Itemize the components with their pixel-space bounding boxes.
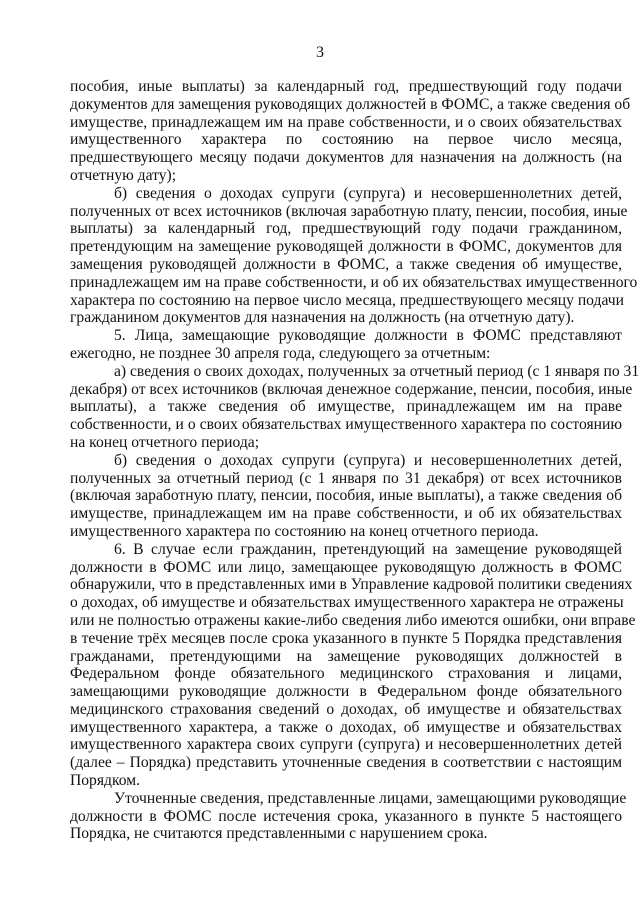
text-line: 6. В случае если гражданин, претендующий на замещение руководящей	[114, 540, 622, 558]
text-line: на конец отчетного периода;	[70, 433, 260, 451]
text-line: полученных от всех источников (включая заработную плату, пенсии, пособия, иные	[70, 202, 628, 220]
paragraph-p5	[70, 452, 622, 541]
text-line: декабря) от всех источников (включая денежное содержание, пенсии, пособия, иные	[70, 380, 633, 398]
text-line: (включая заработную плату, пенсии, пособия, иные выплаты), а также сведения об	[70, 487, 622, 505]
paragraph-p1	[70, 78, 631, 185]
text-line: документов для замещения руководящих должностей в ФОМС, а также сведения об	[70, 95, 631, 113]
text-line: имущественного характера своих супруги (супруга) и несовершеннолетних детей	[70, 736, 622, 754]
text-line: ежегодно, не позднее 30 апреля года, следующего за отчетным:	[70, 344, 491, 362]
text-line: имущественного характера по состоянию на конец отчетного периода.	[70, 522, 539, 540]
text-line: Порядком.	[70, 772, 141, 790]
text-line: замещения руководящей должности в ФОМС, а также сведения об имуществе,	[70, 255, 622, 273]
text-line: отчетную дату);	[70, 166, 177, 184]
text-line: принадлежащем им на праве собственности, и об их обязательствах имущественного	[70, 273, 638, 291]
paragraph-p4	[70, 362, 640, 452]
text-line: пособия, иные выплаты) за календарный год, предшествующий году подачи	[70, 78, 622, 95]
paragraph-p6	[70, 540, 636, 790]
text-line: медицинского страхования сведений о доходах, об имуществе и обязательствах	[70, 700, 622, 718]
page-number: 3	[316, 44, 324, 61]
text-line: 5. Лица, замещающие руководящие должности в ФОМС представляют	[114, 327, 622, 345]
text-line: Уточненные сведения, представленные лицами, замещающими руководящие	[114, 789, 627, 807]
text-line: или не полностью отражены какие-либо сведения либо имеются ошибки, они вправе	[70, 611, 636, 629]
text-line: полученных за отчетный период (с 1 января по 31 декабря) от всех источников	[70, 469, 622, 487]
text-line: должности в ФОМС или лицо, замещающее руководящую должность в ФОМС	[70, 558, 622, 576]
text-line: претендующим на замещение руководящей должности в ФОМС, документов для	[70, 238, 622, 256]
text-line: предшествующего месяцу подачи документов для назначения на должность (на	[70, 149, 622, 167]
text-line: Федеральном фонде обязательного медицинского страхования и лицами,	[70, 665, 622, 683]
text-line: имуществе, принадлежащем им на праве собственности, и об их обязательствах	[70, 505, 622, 523]
paragraph-p2	[70, 184, 638, 327]
paragraph-p3	[70, 327, 622, 363]
text-line: гражданами, претендующими на замещение руководящих должностей в	[70, 647, 622, 665]
text-line: гражданином документов для назначения на должность (на отчетную дату).	[70, 309, 575, 327]
text-line: а) сведения о своих доходах, полученных за отчетный период (с 1 января по 31	[114, 362, 640, 380]
text-line: имуществе, принадлежащем им на праве собственности, и о своих обязательствах	[70, 113, 622, 131]
text-line: (далее – Порядка) представить уточненные сведения в соответствии с настоящим	[70, 754, 622, 772]
text-line: б) сведения о доходах супруги (супруга) и несовершеннолетних детей,	[114, 184, 622, 202]
document-body	[70, 78, 640, 843]
text-line: выплаты), а также сведения об имуществе, принадлежащем им на праве	[70, 398, 622, 416]
text-line: выплаты) за календарный год, предшествующий году подачи гражданином,	[70, 220, 622, 238]
text-line: обнаружили, что в представленных ими в Управление кадровой политики сведениях	[70, 576, 633, 594]
text-line: б) сведения о доходах супруги (супруга) и несовершеннолетних детей,	[114, 451, 622, 469]
text-line: собственности, и о своих обязательствах имущественного характера по состоянию	[70, 416, 622, 434]
text-line: о доходах, об имуществе и обязательствах имущественного характера не отражены	[70, 594, 624, 612]
text-line: Порядка, не считаются представленными с нарушением срока.	[70, 825, 488, 843]
text-line: имущественного характера, а также о доходах, об имуществе и обязательствах	[70, 718, 622, 736]
text-line: имущественного характера по состоянию на первое число месяца,	[70, 131, 622, 149]
text-line: характера по состоянию на первое число месяца, предшествующего месяцу подачи	[70, 291, 624, 309]
text-line: замещающими руководящие должности в Федеральном фонде обязательного	[70, 683, 622, 701]
paragraph-p7	[70, 789, 627, 843]
text-line: в течение трёх месяцев после срока указанного в пункте 5 Порядка представления	[70, 629, 622, 647]
text-line: должности в ФОМС после истечения срока, указанного в пункте 5 настоящего	[70, 807, 622, 825]
